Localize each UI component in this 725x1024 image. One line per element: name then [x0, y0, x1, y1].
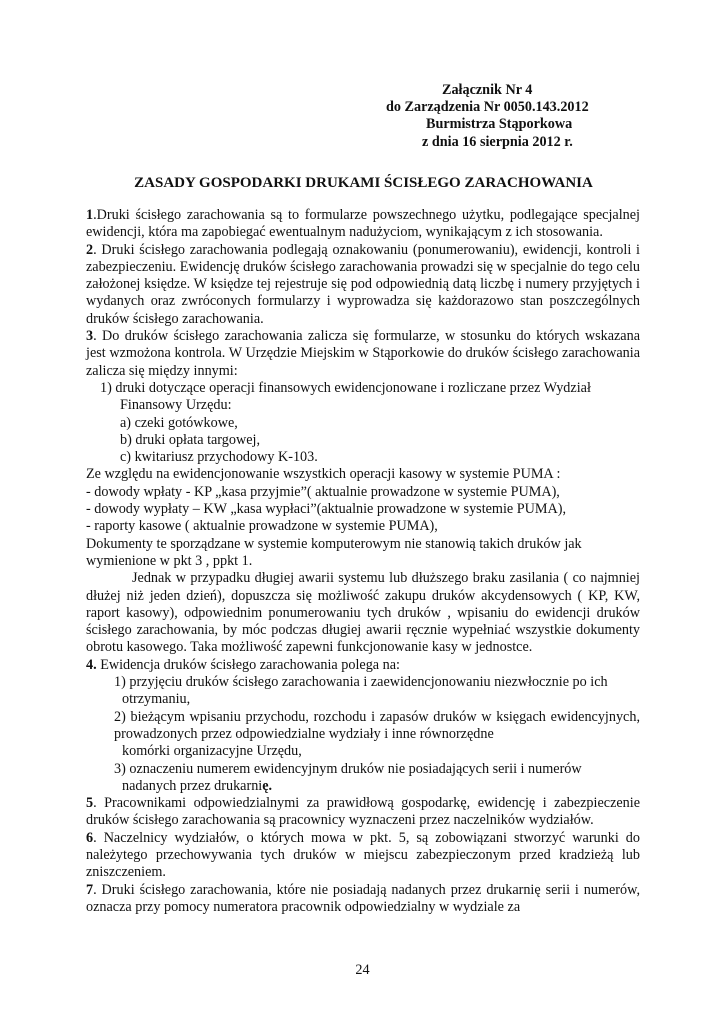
section-6-number: 6: [86, 829, 94, 846]
header-line-3: Burmistrza Stąporkowa: [426, 116, 573, 133]
section-5: [86, 795, 640, 830]
section-3-text: . Do druków ścisłego zarachowania zalicza się formularze, w stosunku do których wskazana jest wzmożona kontrola. W Urzędzie Miejskim w Stąporkowie do druków ścisłego zarachowania zalicza się między innymi:: [86, 328, 640, 379]
header-line-1: Załącznik Nr 4: [442, 82, 533, 98]
section-4: [86, 657, 640, 674]
section-3-sub-a: a) czeki gotówkowe,: [120, 414, 238, 431]
attachment-header: [386, 82, 686, 151]
section-3-failure: Jednak w przypadku długiej awarii systemu lub dłuższego braku zasilania ( co najmniej dłużej niż jeden dzień), dopuszcza się możliwość zakupu druków akcydensowych ( KP, KW, raport kasowy), odpowiednim ponumerowaniu tych druków , wpisaniu do ewidencji druków ścisłego zarachowania, by móc podczas długiej awarii ręcznie wypełniać wszystkie dokumenty obrotu kasowego. Taka możliwość zapewni funkcjonowanie kasy w jednostce.: [86, 570, 640, 656]
section-6: [86, 830, 640, 882]
section-4-item-1: 1) przyjęciu druków ścisłego zarachowania i zaewidencjonowaniu niezwłocznie po ich: [114, 674, 608, 691]
section-7-number: 7: [86, 881, 94, 898]
section-2-number: 2: [86, 241, 94, 258]
section-5-number: 5: [86, 795, 94, 812]
section-4-item-3-text: nadanych przez drukarni: [122, 777, 263, 794]
section-2: [86, 242, 640, 328]
section-1-number: 1: [86, 207, 94, 223]
section-5-text: . Pracownikami odpowiedzialnymi za prawidłową gospodarkę, ewidencję i zabezpieczenie druków ścisłego zarachowania są pracownicy wyznaczeni przez naczelników wydziałów.: [86, 795, 640, 829]
section-7-text: . Druki ścisłego zarachowania, które nie posiadają nadanych przez drukarnię serii i numerów, oznacza przy pomocy numeratora pracownik odpowiedzialny w wydziale za: [86, 881, 640, 915]
section-4-item-3: 3) oznaczeniu numerem ewidencyjnym druków nie posiadających serii i numerów: [114, 760, 582, 777]
section-1: [86, 207, 640, 242]
section-3: [86, 328, 640, 380]
header-line-2: do Zarządzenia Nr 0050.143.2012: [386, 99, 589, 116]
section-3-docs-2: wymienione w pkt 3 , ppkt 1.: [86, 552, 253, 569]
page-number: 24: [355, 962, 370, 978]
section-3-number: 3: [86, 328, 94, 345]
document-title: ZASADY GOSPODARKI DRUKAMI ŚCISŁEGO ZARACHOWANIA: [134, 175, 593, 191]
section-3-sub-c: c) kwitariusz przychodowy K-103.: [120, 449, 318, 466]
section-3-sub-b: b) druki opłata targowej,: [120, 431, 260, 448]
section-3-dash-3: - raporty kasowe ( aktualnie prowadzone w systemie PUMA),: [86, 518, 438, 535]
document-body: [86, 207, 640, 916]
section-4-item-1-cont: otrzymaniu,: [122, 691, 191, 708]
section-4-item-2: 2) bieżącym wpisaniu przychodu, rozchodu i zapasów druków w księgach ewidencyjnych, prowadzonych przez odpowiedzialne wydziały i inne równorzędne: [114, 708, 640, 742]
section-4-item-2-cont: komórki organizacyjne Urzędu,: [122, 743, 302, 760]
section-6-text: . Naczelnicy wydziałów, o których mowa w pkt. 5, są zobowiązani stworzyć warunki do należytego przechowywania tych druków w miejscu zabezpieczonym przed kradzieżą lub zniszczeniem.: [86, 829, 640, 881]
section-3-dash-1: - dowody wpłaty - KP „kasa przyjmie”( aktualnie prowadzone w systemie PUMA),: [86, 483, 560, 500]
header-line-4: z dnia 16 sierpnia 2012 r.: [422, 133, 573, 150]
section-4-text: Ewidencja druków ścisłego zarachowania polega na:: [96, 656, 400, 673]
section-3-puma-intro: Ze względu na ewidencjonowanie wszystkich operacji kasowy w systemie PUMA :: [86, 466, 561, 483]
section-2-text: . Druki ścisłego zarachowania podlegają oznakowaniu (ponumerowaniu), ewidencji, kontroli i zabezpieczeniu. Ewidencję druków ścisłego zarachowania prowadzi się w specjalnie do tego celu założonej księdze. W księdze tej rejestruje się pod odpowiednią datą liczbę i numery przyjętych i wydanych oraz zwróconych formularzy i wyprowadza się każdorazowo stan poszczególnych druków ścisłego zarachowania.: [86, 241, 640, 327]
section-7: [86, 882, 640, 917]
section-3-docs-1: Dokumenty te sporządzane w systemie komputerowym nie stanowią takich druków jak: [86, 535, 582, 552]
section-4-number: 4.: [86, 656, 97, 673]
section-1-text: .Druki ścisłego zarachowania są to formularze powszechnego użytku, podlegające specjalnej ewidencji, która ma zapobiegać ewentualnym nadużyciom, wynikającym z ich stosowania.: [86, 207, 640, 241]
section-3-dash-2: - dowody wypłaty – KW „kasa wypłaci”(aktualnie prowadzone w systemie PUMA),: [86, 501, 567, 518]
section-4-item-3-bold: ę.: [262, 777, 273, 794]
section-4-item-3-cont: [86, 778, 640, 795]
section-3-item-1: 1) druki dotyczące operacji finansowych ewidencjonowane i rozliczane przez Wydział: [100, 379, 591, 396]
section-3-item-1-cont: Finansowy Urzędu:: [120, 397, 232, 414]
